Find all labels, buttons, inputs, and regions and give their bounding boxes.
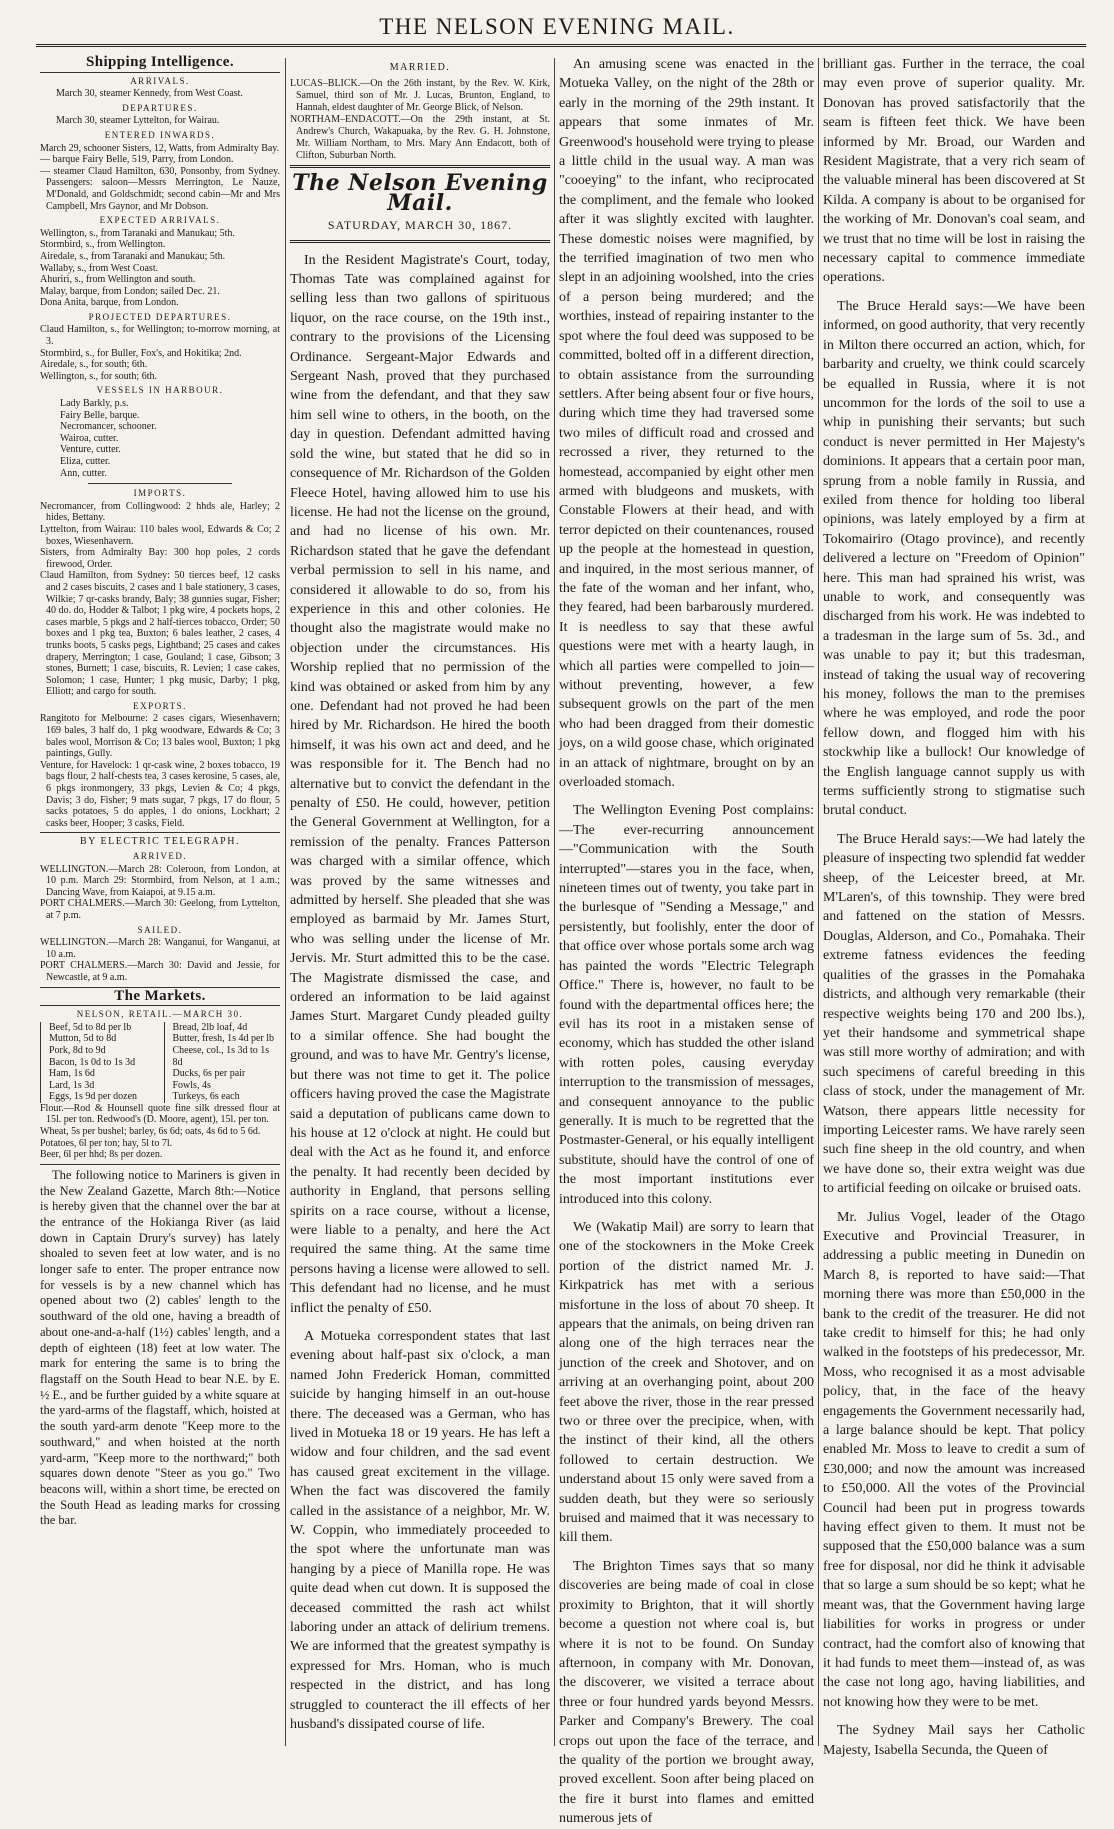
table-cell: Ham, 1s 6d xyxy=(49,1068,95,1080)
list-item: March 30, steamer Lyttelton, for Wairau. xyxy=(56,115,220,127)
article: In the Resident Magistrate's Court, today, Thomas Tate was complained against for selling less than two gallons of spirituous liquor, on the race course, on the 19th inst., contrary to the provisions of the Licensing Ordinance. Sergeant-Major Edwards and Sergeant Nash, proved that they purchased wine from the defendant, and that they saw him sell wine to others, in the booth, on the day in question. Defendant admitted having sold the wine, but stated that he did so in consequence of Mr. Richardson of the Golden Fleece Hotel, having allowed him to use his license. He had not the license on the ground, and had no license of his own. Mr. Richardson stated that he gave the defendant verbal permission to sell in his name, and considered it allowable to do so, from his experience in this and other colonies. He thought also the magistrate would make no objection under the circumstances. His Worship replied that no permission of the kind was obtained or asked from him by any one. Defendant had not proved he had been hired by Mr. Richardson. He hired the booth himself, it was his own act and deed, and he was responsible for it. The Bench had no alternative but to convict the defendant in the penalty of £50. He could, however, petition the General Government at Wellington, for a remission of the penalty. Frances Patterson was charged with a similar offence, which was proved by the same witnesses and admitted by herself. She pleaded that she was employed as barmaid by Mr. James Sturt, who was selling under the license of Mr. Jervis. Mr. Sturt admitted this to be the case. The Magistrate dismissed the case, and ordered an information to be laid against James Sturt. Margaret Cundy pleaded guilty to a similar offence. She had bought the ground, and was to have Mr. Gentry's license, but there was not time to get it. The police officers having proved the case the Magistrate said a deputation of publicans came down to his house at 12 o'clock at night. He could but deal with the Act as he found it, and enforce the penalty. It had recently been decided by authority in England, that persons selling spirits on a race course, without a license, were liable to a penalty, and here the Act required the same thing. At the same time persons having a license were allowed to sell. This defendant had no license, and he must inflict the penalty of £50. xyxy=(290,252,550,1316)
harbour-heading: VESSELS IN HARBOUR. xyxy=(96,385,224,396)
list-item: Wheat, 5s per bushel; barley, 6s 6d; oats, 4s 6d to 5 6d. xyxy=(40,1126,261,1138)
list-item: Dona Anita, barque, from London. xyxy=(40,297,179,309)
article: The Bruce Herald says:—We had lately the pleasure of inspecting two splendid fat wedder sheep, of the Leicester breed, at Mr. M'Laren's, of this township. They were bred and fattened on the station of Messrs. Douglas, Alderson, and Co., Pomahaka. Their extreme fatness evidences the feeding qualities of the grasses in the Pomahaka districts, and although very remarkable (their respective weights being 170 and 200 lbs.), yet their handsome and symmetrical shape was still more worthy of admiration; and with such specimens of careful breeding in this class of stock, under the management of Mr. Watson, there appears little necessity for importing Leicester rams. We have rarely seen such fine sheep in the old country, and when we have done so, their extra weight was due to artificial feeding on oilcake or bruised oats. xyxy=(823,831,1085,1197)
telegraph-arrived-heading: ARRIVED. xyxy=(132,851,188,861)
table-cell: Bacon, 1s 0d to 1s 3d xyxy=(49,1056,136,1068)
column-editorial xyxy=(290,55,550,1747)
marriage-notice: LUCAS–BLICK.—On the 26th instant, by the Rev. W. Kirk, Samuel, third son of Mr. J. Lucas, Brunton, England, to Hannah, eldest daughter of Mr. George Blick, of Nelson. xyxy=(290,78,550,114)
column-news xyxy=(559,55,814,1827)
shipping-heading: Shipping Intelligence. xyxy=(86,54,234,70)
list-item: Venture, cutter. xyxy=(60,444,121,456)
list-item: Eliza, cutter. xyxy=(60,456,111,467)
list-item: Wellington, s., from Taranaki and Manukau; 5th. xyxy=(40,227,235,239)
article: The Bruce Herald says:—We have been informed, on good authority, that very recently in Milton there occurred an action, which, for barbarity and cruelty, we think could scarcely be equalled in Russia, where it is not uncommon for the lords of the soil to use a whip in punishing their servants; but such conduct is never permitted in Her Majesty's dominions. It appears that a certain poor man, sprung from a noble family in Russia, and exiled from thence for holding too liberal opinions, was lately employed by a firm at Tokomairiro (Otago province), and recently delivered a lecture on "Freedom of Opinion" here. This man had sprained his wrist, was unable to work, and consequently was discharged from his work. He was indebted to a tradesman in the large sum of 5s. 3d., and was unable to pay it; but this tradesman, instead of taking the usual way of recovering his money, follows the man to the premises where he was employed, and rode the poor fellow down, and flogged him with his stockwhip like a bullock! Our knowledge of the English language cannot supply us with terms sufficiently strong to stigmatise such brutal conduct. xyxy=(823,298,1085,819)
list-item: Wallaby, s., from West Coast. xyxy=(40,262,159,274)
list-item: Necromancer, schooner. xyxy=(60,421,157,433)
telegraph-sailed-heading: SAILED. xyxy=(137,924,183,935)
list-item: Ahuriri, s., from Wellington and south. xyxy=(40,274,196,286)
list-item: Claud Hamilton, from Sydney: 50 tierces beef, 12 casks and 2 cases biscuits, 2 cases and 1 bale stationery, 3 cases, Wilkie; 7 qr-casks brandy, Baly; 38 gunnies sugar, Fisher; 40 do. do, Hodder & Talbot; 1 pkg wire, 4 pockets hops, 2 cases marble, 5 pkgs and 2 half-tierces tobacco, Order; 50 boxes and 1 pkg tea, Buxton; 6 bales leather, 2 cases, 4 trunks boots, 5 casks pegs, Lightband; 25 cases and cakes drapery, Merrington; 1 case, Gouland; 1 case, Gibson; 3 stones, Burnett; 1 case, biscuits, R. Levien; 1 case cakes, Solomon; 1 case, Hunter; 1 pkg music, Darby; 1 pkg, Elliott; and cargo for south. xyxy=(40,570,280,698)
table-cell: Beef, 5d to 8d per lb xyxy=(49,1021,132,1033)
list-item: March 29, schooner Sisters, 12, Watts, from Admiralty Bay. xyxy=(40,142,280,154)
article: An amusing scene was enacted in the Motueka Valley, on the night of the 28th or early in the morning of the 29th instant. It appears that some inmates of Mr. Greenwood's household were trying to please a little child in the usual way. A man was "cooeying" to the infant, who reciprocated the compliment, and the female who looked after it was slightly excited with laughter. These domestic noises were magnified, by the terrified imagination of two men who slept in an adjoining woolshed, into the cries of a person being murdered; and the worthies, instead of repairing instanter to the spot where the foul deed was supposed to be committed, bolted off in a different direction, to obtain assistance from the surrounding settlers. After being absent four or five hours, during which time they had traversed some two miles of difficult road and crossed and recrossed a river, they returned to the homestead, accompanied by eight other men armed with bludgeons and muskets, with Constable Flowers at their head, and with terror depicted on their countenances, roused up the people at the homestead in question, and inquired, in the most serious manner, of the fate of the woman and her infant, who, they feared, had been barbarously murdered. It is needless to say that these awful questions were met with a hearty laugh, in which all parties were compelled to join—without preventing, however, a few subsequent growls on the part of the men who had been dragged from their domestic joys, on a wild goose chase, which originated in an attack of nightmare, brought on by an overloaded stomach. xyxy=(559,57,814,791)
list-item: WELLINGTON.—March 28: Wanganui, for Wanganui, at 10 a.m. xyxy=(40,937,280,960)
table-cell: Lard, 1s 3d xyxy=(49,1079,95,1091)
list-item: PORT CHALMERS.—March 30: David and Jessie, for Newcastle, at 9 a.m. xyxy=(40,960,280,983)
list-item: PORT CHALMERS.—March 30: Geelong, from Lyttelton, at 7 p.m. xyxy=(40,898,280,921)
column-news-continued xyxy=(823,55,1085,1758)
list-item: March 30, steamer Kennedy, from West Coast. xyxy=(56,88,243,100)
markets-heading: The Markets. xyxy=(114,987,206,1004)
table-cell: Pork, 8d to 9d xyxy=(49,1044,106,1056)
list-item: Claud Hamilton, s., for Wellington; to-morrow morning, at 3. xyxy=(40,324,280,348)
list-item: Venture, for Havelock: 1 qr-cask wine, 2 boxes tobacco, 19 bags flour, 2 half-chests tea, 3 cases kerosine, 5 cases, ale, 6 pkgs ironmongery, 33 pkgs, Levien & Co; 4 pkgs, Davis; 3 do, Fisher; 9 mats sugar, 7 pkgs, 17 do flour, 5 sacks potatoes, 5 do apples, 1 do onions, Lockhart; 2 casks beer, Hooper; 3 casks, Field. xyxy=(40,759,280,829)
table-cell: Butter, fresh, 1s 4d per lb xyxy=(172,1033,275,1045)
article: The Sydney Mail says her Catholic Majesty, Isabella Secunda, the Queen of xyxy=(823,1723,1085,1758)
list-item: Sisters, from Admiralty Bay: 300 hop poles, 2 cords firewood, Order. xyxy=(40,547,280,570)
list-item: Flour.—Rod & Hounsell quote fine silk dressed flour at 15l. per ton. Redwood's (D. Moore, agent), 15l. per ton. xyxy=(40,1102,280,1126)
markets-subheading: NELSON, RETAIL.—MARCH 30. xyxy=(76,1009,244,1020)
list-item: WELLINGTON.—March 28: Coleroon, from London, at 10 p.m. March 29: Stormbird, from Nelson, at 1 a.m.; Dancing Wave, from Kaiapoi, at 9.15 a.m. xyxy=(40,863,280,898)
list-item: Necromancer, from Collingwood: 2 hhds ale, Harley; 2 hides, Bettany. xyxy=(40,500,280,524)
article: A Motueka correspondent states that last evening about half-past six o'clock, a man named John Frederick Homan, committed suicide by hanging himself in an out-house there. The deceased was a German, who has lived in Motueka 18 or 19 years. He has left a widow and four children, and the sad event has caused great excitement in the village. When the fact was discovered the family called in the assistance of a neighbor, Mr. W. W. Coppin, who immediately proceeded to the spot where the unfortunate man was hanging by a piece of Manilla rope. He was quite dead when cut down. It is supposed the deceased committed the rash act whilst laboring under an attack of delirium tremens. We are informed that the greatest sympathy is expressed for Mrs. Homan, who is much respected in the district, and has long struggled to counteract the ill effects of her husband's dissipated course of life. xyxy=(290,1328,550,1733)
masthead: THE NELSON EVENING MAIL. xyxy=(379,14,735,39)
list-item: Rangitoto for Melbourne: 2 cases cigars, Wiesenhavern; 169 bales, 3 half do, 1 pkg woodware, Edwards & Co; 3 bales wool, Morrison & Co; 13 bales wool, Buxton; 1 pkg paintings, Gully. xyxy=(40,713,280,760)
list-item: Airedale, s., for south; 6th. xyxy=(40,359,148,371)
list-item: Wairoa, cutter. xyxy=(60,432,119,444)
list-item: Fairy Belle, barque. xyxy=(60,409,140,421)
imports-heading: IMPORTS. xyxy=(133,488,187,499)
exports-heading: EXPORTS. xyxy=(133,700,187,711)
list-item: Ann, cutter. xyxy=(60,467,107,479)
masthead-rule xyxy=(36,44,1086,47)
paper-title: The Nelson Evening Mail. xyxy=(292,170,548,216)
table-cell: Turkeys, 6s each xyxy=(172,1091,240,1103)
departures-heading: DEPARTURES. xyxy=(122,102,198,113)
table-cell: Mutton, 5d to 8d xyxy=(49,1033,117,1045)
marriage-notice: NORTHAM–ENDACOTT.—On the 29th instant, at St. Andrew's Church, Wakapuaka, by the Rev. G. H. Johnstone, Mr. William Northam, to Mrs. Mary Ann Endacott, both of Clifton, Suburban North. xyxy=(290,114,550,162)
list-item: Stormbird, s., from Wellington. xyxy=(40,239,166,251)
column-rule xyxy=(818,58,819,1746)
article: The Wellington Evening Post complains:—The ever-recurring announcement—"Communication with the South interrupted"—stares you in the face, when, nineteen times out of twenty, you take part in the burlesque of "Sending a Message," and persistently, but foolishly, enter the door of that office over whose portals some arch wag has painted the words "Electric Telegraph Office." There is, however, no fault to be found with the departmental offices here; the evil has its root in a mistaken sense of economy, which has studded the other island with rotten poles, causing everyday interruption to the transmission of messages, and consequent annoyance to the public generally. It is much to be regretted that the Postmaster-General, or his equally intelligent substitute, should have the control of one of the most important institutions ever introduced into this colony. xyxy=(559,803,814,1207)
married-heading: MARRIED. xyxy=(389,62,451,73)
column-rule xyxy=(285,58,286,1746)
table-cell: Cheese, col., 1s 3d to 1s 8d xyxy=(172,1044,270,1068)
list-item: Lyttelton, from Wairau: 110 bales wool, Edwards & Co; 2 boxes, Wiesenhavern. xyxy=(40,523,280,547)
table-cell: Eggs, 1s 9d per dozen xyxy=(49,1091,138,1103)
article: The Brighton Times says that so many discoveries are being made of coal in close proximity to Brighton, that it will shortly become a question not where coal is, but where it is not to be found. On Sunday afternoon, in company with Mr. Donovan, the discoverer, we visited a terrace about three or four hundred yards beyond Messrs. Parker and Company's Brewery. The coal crops out upon the face of the terrace, and the quality of the portion we brought away, proved excellent. Soon after being placed on the fire it burst into flames and emitted numerous jets of xyxy=(559,1558,814,1827)
list-item: — barque Fairy Belle, 519, Parry, from London. xyxy=(40,154,234,166)
expected-heading: EXPECTED ARRIVALS. xyxy=(99,215,221,226)
list-item: Stormbird, s., for Buller, Fox's, and Hokitika; 2nd. xyxy=(40,347,242,359)
table-cell: Fowls, 4s xyxy=(172,1079,211,1091)
article: We (Wakatip Mail) are sorry to learn that one of the stockowners in the Moke Creek portion of the district named Mr. J. Kirkpatrick has met with a serious misfortune in the loss of about 70 sheep. It appears that the animals, on being driven ran along one of the high terraces near the junction of the creek and Shotover, and on arriving at an overhanging point, about 200 feet above the river, those in the rear pressed two or three over the precipice, when, with the instinct of their kind, all the others followed to certain destruction. We understand about 15 only were saved from a sudden death, but they were so seriously bruised and maimed that it was necessary to kill them. xyxy=(559,1219,814,1546)
telegraph-heading: BY ELECTRIC TELEGRAPH. xyxy=(80,836,240,848)
article: Mr. Julius Vogel, leader of the Otago Executive and Provincial Treasurer, in addressing a public meeting in Dunedin on March 8, is reported to have said:—That morning there was more than £50,000 in the bank to the credit of the treasurer. He did not take credit to himself for this; he had only walked in the footsteps of his predecessor, Mr. Moss, who recognised it as a most advisable policy, that, in the face of the heavy engagements the Government necessarily had, a large balance should be kept. That policy enabled Mr. Moss to leave to credit a sum of £30,000; and now the amount was increased to £50,000. All the votes of the Provincial Council had been put in progress towards having effect given to them. It must not be supposed that the £50,000 balance was a sum free for disposal, nor did he think it advisable that so large a sum should be so kept; what he meant was, that the Government having large liabilities for works in progress or under contract, had the comfort also of knowing that it had funds to meet them—instead of, as was the case not long ago, having liabilities, and not knowing how they were to be met. xyxy=(823,1209,1085,1710)
table-cell: Bread, 2lb loaf, 4d xyxy=(172,1021,248,1033)
column-shipping-markets xyxy=(40,55,280,1747)
list-item: Beer, 6l per hhd; 8s per dozen. xyxy=(40,1149,163,1161)
mariners-notice: The following notice to Mariners is given in the New Zealand Gazette, March 8th:—Notice is hereby given that the channel over the bar at the entrance of the Hokianga River (as laid down in Captain Drury's survey) has lately shoaled to seven feet at low water, and is no longer safe to enter. The proper entrance now for vessels is by a new channel which has opened about two (2) cables' length to the southward of the old one, having a breadth of about one-and-a-half (1½) cables' length, and a depth of eighteen (18) feet at low water. The mark for entering the same is to bring the flagstaff on the South Head to bear N.E. by E. ½ E., and be further guided by a white square at the yard-arms of the flagstaff, which, hoisted at the south yard-arm denote "Keep more to the southward," and when hoisted at the north yard-arm, "Keep more to the northward;" both squares down denote "Steer as you go." Two beacons will, within a short time, be erected on the South Head as leading marks for crossing the bar. xyxy=(40,1167,280,1528)
dateline: SATURDAY, MARCH 30, 1867. xyxy=(327,218,513,233)
list-item: Airedale, s., from Taranaki and Manukau; 5th. xyxy=(40,250,226,262)
list-item: Lady Barkly, p.s. xyxy=(60,398,129,410)
entered-heading: ENTERED INWARDS. xyxy=(104,129,216,140)
column-rule xyxy=(554,58,555,1746)
list-item: Potatoes, 6l per ton; hay, 5l to 7l. xyxy=(40,1137,173,1149)
arrivals-heading: ARRIVALS. xyxy=(130,75,190,86)
projected-heading: PROJECTED DEPARTURES. xyxy=(88,311,232,322)
list-item: — steamer Claud Hamilton, 630, Ponsonby, from Sydney. Passengers: saloon—Messrs Merrington, Le Nauze, M'Donald, and Goldschmidt; second cabin—Mr and Mrs Campbell, Mrs Gaynor, and Mr Dobson. xyxy=(40,165,280,212)
table-cell: Ducks, 6s per pair xyxy=(172,1068,246,1080)
markets-table xyxy=(40,1022,280,1103)
list-item: Wellington, s., for south; 6th. xyxy=(40,370,157,382)
list-item: Malay, barque, from London; sailed Dec. 21. xyxy=(40,285,220,297)
article: brilliant gas. Further in the terrace, the coal may even prove of superior quality. Mr. Donovan has proved satisfactorily that the seam is fifteen feet thick. We have been informed by Mr. Broad, our Warden and Resident Magistrate, that a very rich seam of the valuable mineral has been discovered at St Kilda. A company is about to be organised for the working of Mr. Donovan's coal seam, and we trust that no time will be lost in raising the necessary capital to commence immediate operations. xyxy=(823,57,1085,286)
